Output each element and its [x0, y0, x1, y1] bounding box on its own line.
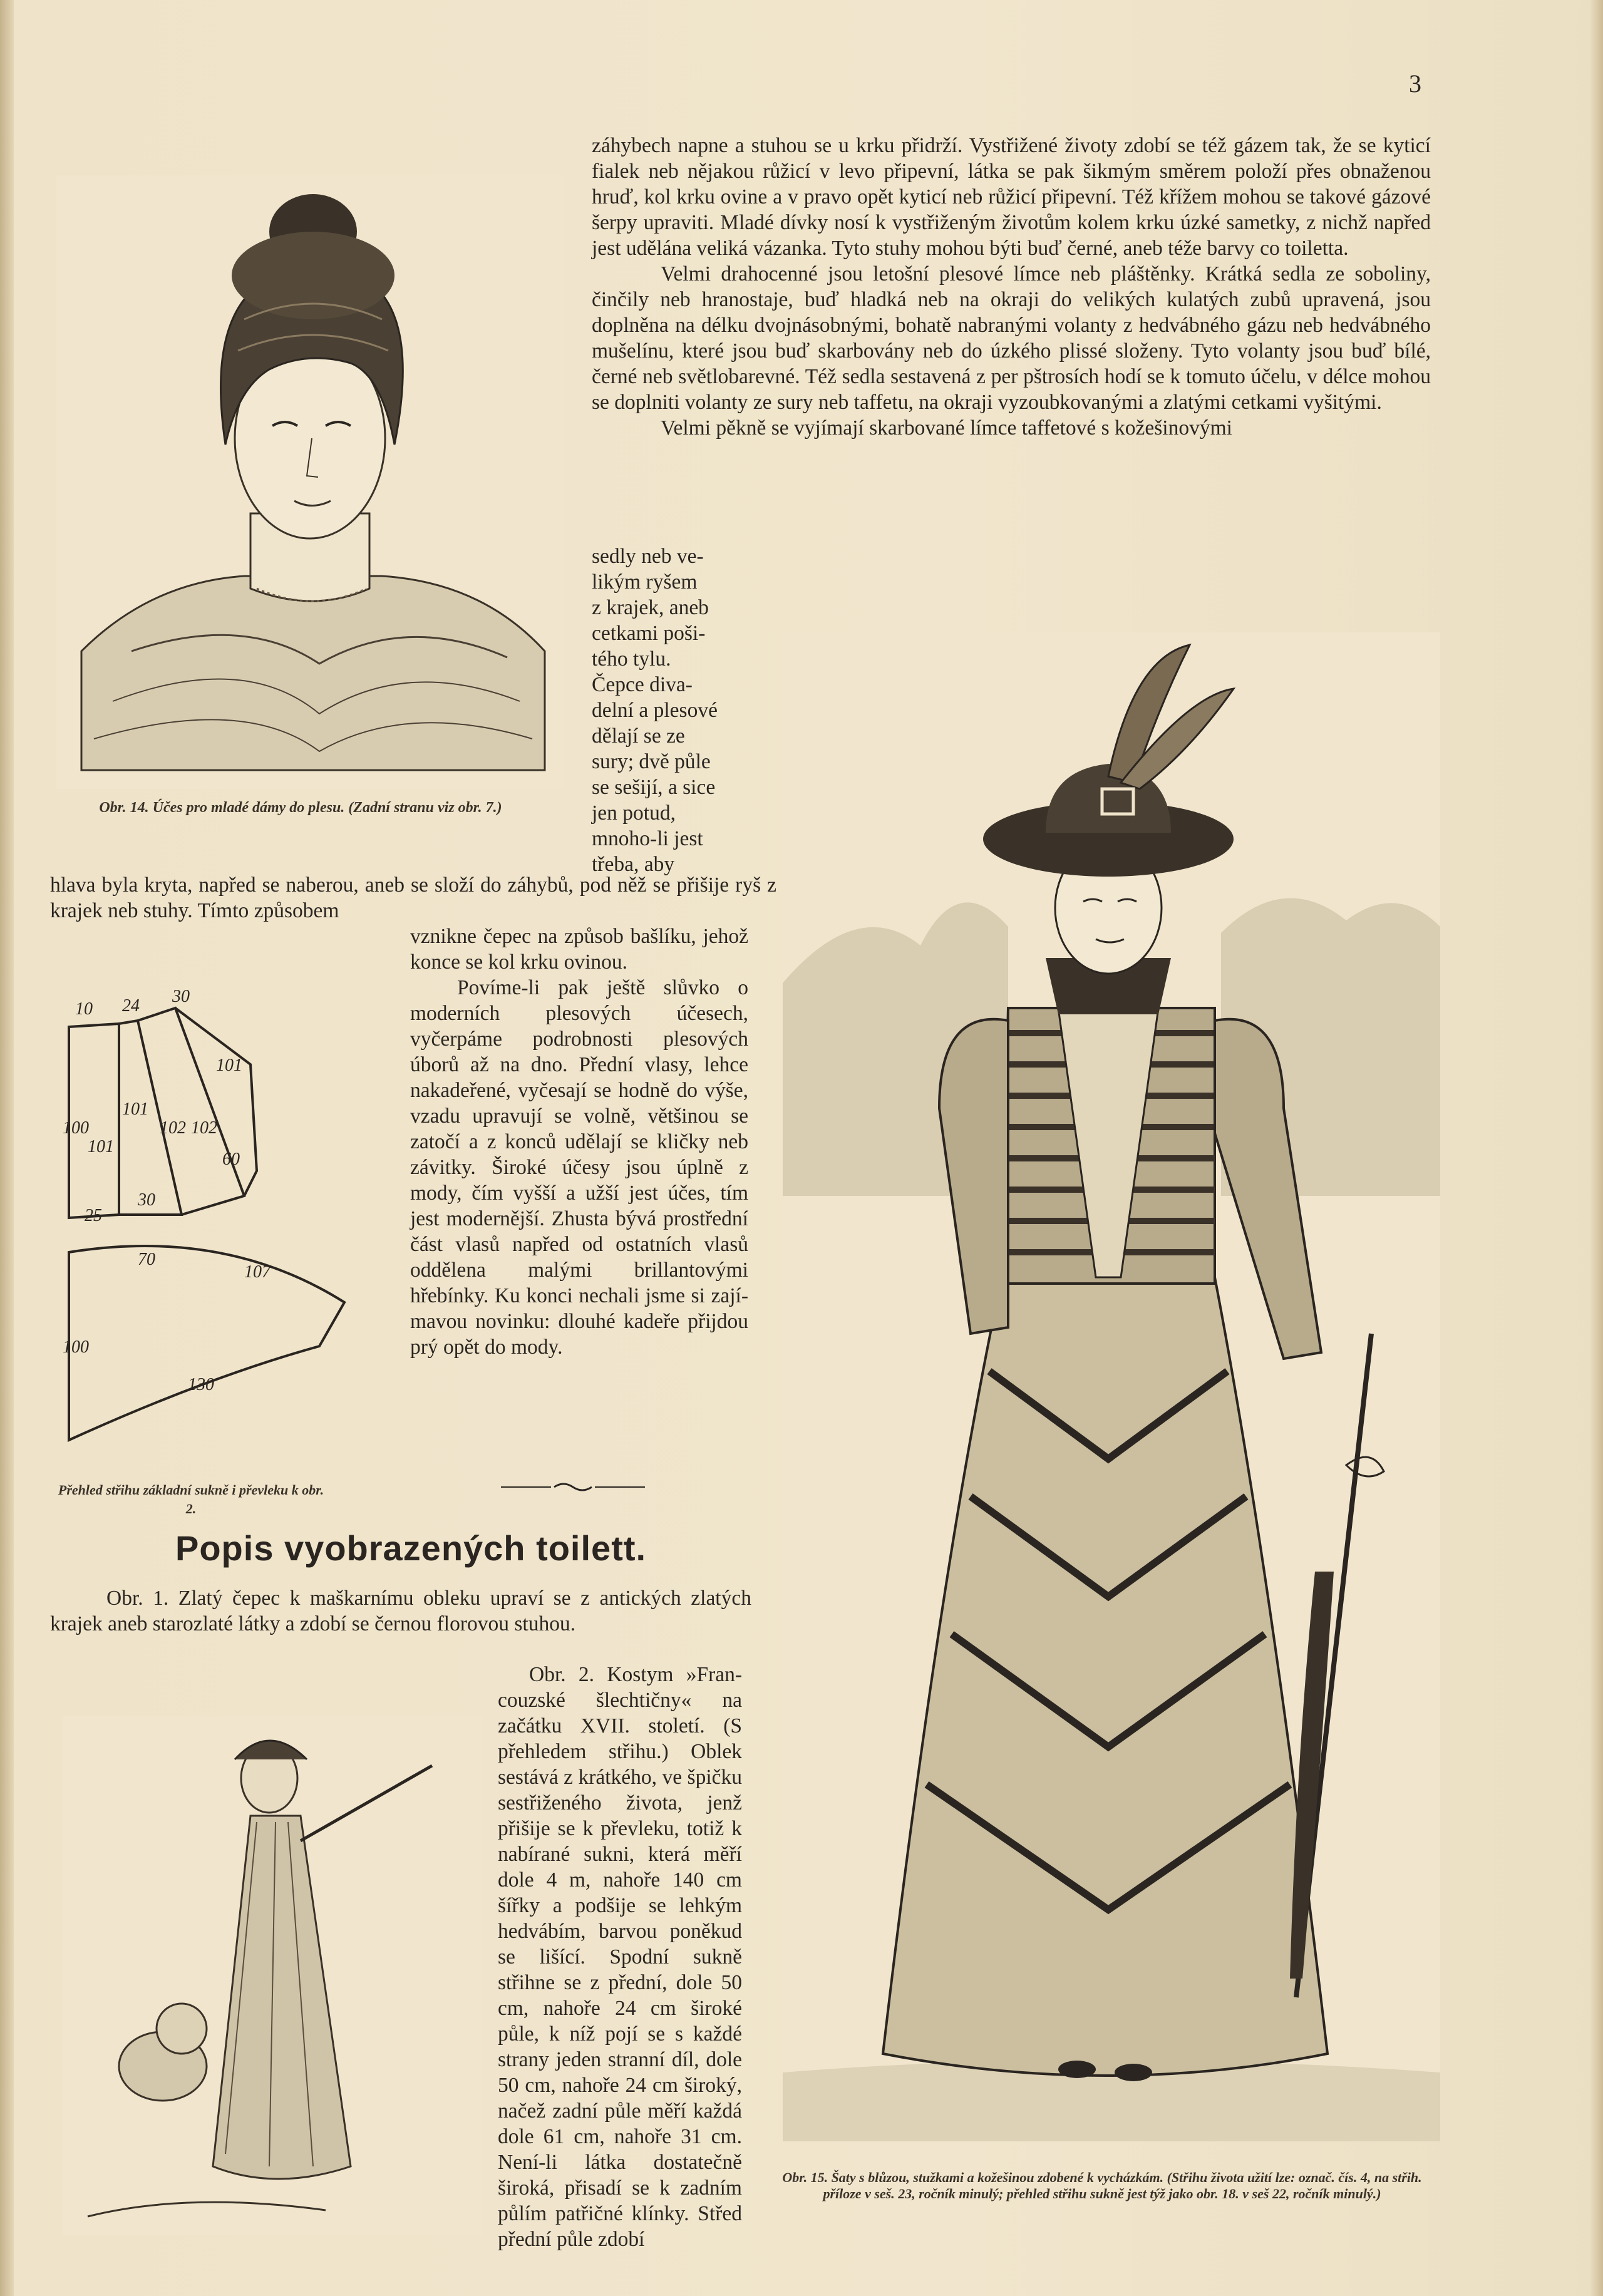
narrow-line: z krajek, aneb	[592, 596, 709, 619]
narrow-line: mnoho-li jest	[592, 827, 703, 850]
narrow-line: se sešijí, a sice	[592, 776, 716, 799]
page-spine	[0, 0, 14, 2296]
pattern-number: 60	[222, 1150, 240, 1169]
narrow-line: třeba, aby	[592, 853, 675, 876]
narrow-line: sury; dvě půle	[592, 750, 711, 773]
pattern-number: 101	[122, 1099, 148, 1119]
pattern-number: 100	[63, 1337, 89, 1357]
fig15-caption: Obr. 15. Šaty s blůzou, stužkami a kožešinou zdobené k vycházkám. (Střihu života užití lze: označ. čís. 4, na střih. příloze v seš. 23, ročník minulý; přehled střihu sukně jest týž jako obr. 18. v seš 22, ročník minulý.)	[782, 2170, 1422, 2201]
pattern-number: 24	[122, 996, 140, 1016]
paragraph-1: záhybech napne a stuhou se u krku přidrží. Vystřižené životy zdobí se též gázem tak, že se kyticí fialek neb nějakou růžicí v levo připevní, látka se pak šikmým směrem položí přes obnaženou hruď, kol krku ovine a v pravo opět kyticí neb růžicí připevní. Též křížem mohou se takové gázové šerpy upraviti. Mladé dívky nosí k vystřiženým životům kolem krku úzké sametky, z nichž napřed jest udělána veliká vázanka. Tyto stuhy mohou býti buď černé, aneb téže barvy co toiletta.	[592, 134, 1431, 260]
obr1-paragraph: Obr. 1. Zlatý čepec k maškarnímu obleku upraví se z antických zlatých krajek aneb starozlaté látky a zdobí se černou florovou stuhou.	[50, 1587, 751, 1635]
pattern-number: 101	[216, 1056, 242, 1075]
costume-figure-small	[63, 1716, 482, 2235]
pattern-number: 102	[191, 1118, 217, 1138]
lady-walking-dress-illustration	[783, 632, 1440, 2141]
narrow-line: sedly neb ve-	[592, 545, 704, 568]
middle-column	[410, 924, 748, 1360]
paragraph-3: Velmi pěkně se vyjímají skarbované límce taffetové s kožešinovými	[661, 416, 1232, 440]
page-edge	[1590, 0, 1603, 2296]
pattern-number: 102	[160, 1118, 186, 1138]
ornament-divider	[501, 1481, 645, 1493]
narrow-line: cetkami poši-	[592, 622, 706, 645]
paragraph-bashlik: vznikne čepec na způsob bašlíku, jehož konce se kol krku ovinou.	[410, 925, 748, 974]
pattern-number: 30	[172, 989, 190, 1006]
narrow-line: delní a plesové	[592, 699, 718, 722]
pattern-number: 100	[63, 1118, 89, 1138]
paragraph-hairstyles: Povíme-li pak ještě slůvko o moderních plesových účesech, vyčerpáme podrobnosti plesových úborů až na dno. Přední vlasy, lehce nakadeřené, vyčesají se hodně do výše, vzadu upravují se volně, většinou se zatočí a z konců udělají se kličky neb závitky. Široké účesy jsou úplně z mody, čím vyšší a užší jest účes, tím jest modernější. Zhusta bývá prostřední část vlasů napřed od ostatních vlasů oddělena malými brillantovými hřebínky. Ku konci nechali jsme si zajímavou novinku: dlouhé kadeře přijdou prý opět do mody.	[410, 976, 748, 1359]
article-top	[592, 133, 1431, 441]
pattern-number: 70	[138, 1250, 155, 1269]
paragraph-2: Velmi drahocenné jsou letošní plesové límce neb pláštěnky. Krátká sedla ze soboliny, činčily neb hranostaje, buď hladká neb na okraji do velikých kulatých zubů upravená, jsou doplněna na délku dvojnásobnými, bohatě nabranými volanty z hedvábného gázu neb hedvábného mušelínu, které jsou buď skarbovány neb do úzkého plissé složeny. Tyto volanty jsou buď bílé, černé neb světlobarevné. Též sedla sestavená z per pštrosích hodí se k tomuto účelu, v délce mohou se doplniti volanty ze sury neb taffetu, na okraji vyzoubkovanými a zlatými cetkami vyšitými.	[592, 262, 1431, 414]
narrow-line: Čepce diva-	[592, 673, 693, 696]
narrow-line: tého tylu.	[592, 647, 671, 671]
portrait-illustration	[56, 175, 564, 789]
narrow-line: jen potud,	[592, 801, 676, 825]
narrow-line: likým ryšem	[592, 570, 698, 594]
pattern-number: 107	[244, 1262, 271, 1282]
narrow-line: dělají se ze	[592, 724, 685, 748]
section-title: Popis vyobrazených toilett.	[175, 1528, 647, 1568]
page-number: 3	[1409, 69, 1421, 98]
pattern-number: 130	[188, 1375, 214, 1394]
pattern-diagram	[50, 989, 388, 1484]
pattern-number: 25	[85, 1206, 102, 1225]
fig14-caption: Obr. 14. Účes pro mladé dámy do plesu. (Zadní stranu viz obr. 7.)	[99, 800, 502, 816]
pattern-number: 101	[88, 1137, 114, 1156]
pattern-caption: Přehled střihu základní sukně i převleku k obr. 2.	[58, 1482, 324, 1516]
pattern-number: 10	[75, 999, 93, 1019]
pattern-number: 30	[138, 1190, 155, 1210]
obr2-paragraph: Obr. 2. Kostym »Francouzské šlechtičny« na začátku XVII. století. (S přehledem střihu.) Oblek sestává z krátkého, ve špičku sestřiženého života, jenž přišije se k převleku, totiž k nabírané sukni, která měří dole 4 m, nahoře 140 cm šířky a podšije se lehkým hedvábím, barvou poněkud se lišící. Spodní sukně střihne se z přední, dole 50 cm, nahoře 24 cm široké půle, k níž pojí se s každé strany jeden stranní díl, dole 50 cm, nahoře 24 cm široký, načež zadní půle měří každá dole 61 cm, nahoře 31 cm. Není-li látka dostatečně široká, přisadí se k zadním půlím patřičné klínky. Střed přední půle zdobí	[498, 1663, 742, 2251]
narrow-column	[592, 543, 736, 877]
wide-continuation: hlava byla kryta, napřed se naberou, aneb se složí do záhybů, pod něž se přišije ryš z krajek neb stuhy. Tímto způsobem	[50, 873, 776, 922]
